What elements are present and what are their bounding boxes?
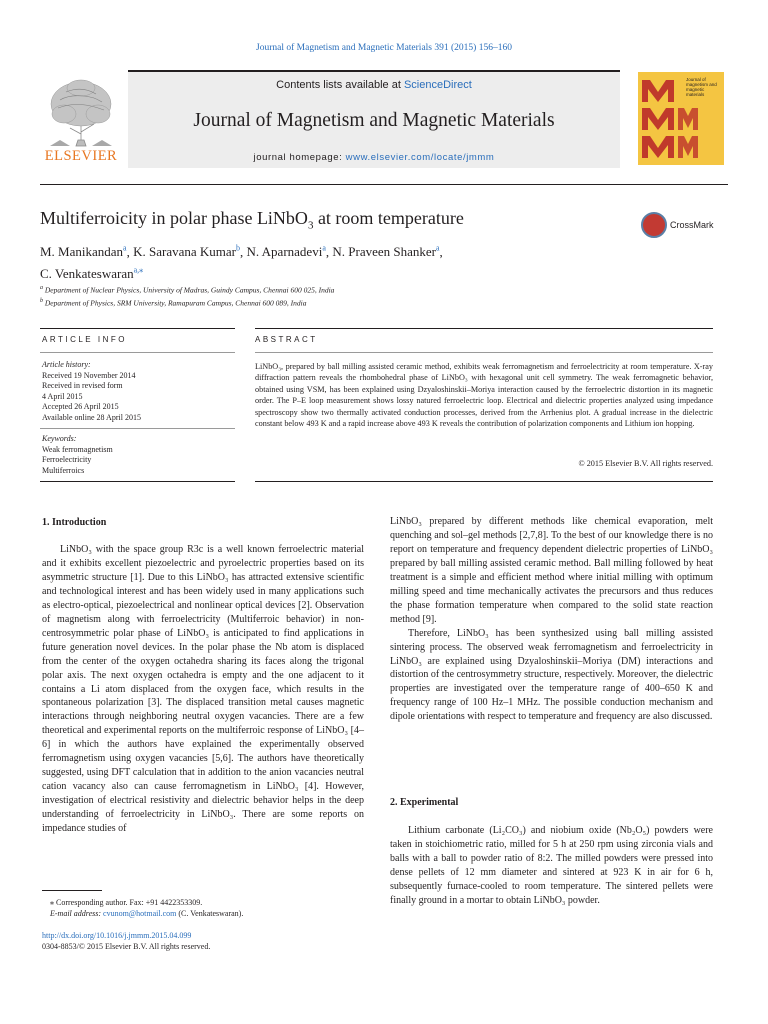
keywords-label: Keywords:	[42, 434, 77, 443]
introduction-heading: 1. Introduction	[42, 517, 107, 528]
abstract-sub-rule	[255, 352, 713, 353]
crossmark-icon	[641, 212, 667, 238]
journal-header-box	[128, 70, 620, 168]
introduction-column	[42, 543, 364, 836]
abstract-copyright: © 2015 Elsevier B.V. All rights reserved.	[578, 459, 713, 468]
history-line: Received in revised form	[42, 381, 123, 390]
journal-masthead	[40, 70, 728, 166]
author[interactable]: N. Praveen Shanker$^a$	[332, 244, 440, 260]
homepage-prefix: journal homepage:	[253, 152, 346, 163]
title-subscript: 3	[307, 219, 314, 232]
email-line: E-mail address: cvunom@hotmail.com (C. Venkateswaran).	[50, 908, 244, 918]
journal-homepage	[128, 152, 620, 163]
title-prefix: Multiferroicity in polar phase LiNbO	[40, 208, 308, 228]
history-line: Accepted 26 April 2015	[42, 402, 119, 411]
body-paragraph: Therefore, LiNbO₃ has been synthesized using ball milling assisted sintering process. The observed weak ferromagnetism and ferroelectricity in LiNbO₃ are explained using Dzyaloshinskii–Moriya (DM) interactions and distortion of the centrosymmetry structure, respectively. Moreover, the dielectric properties are investigated over the temperature range of 400–650 K and frequency range of 100 Hz–1 MHz. The possible conduction mechanism and dipole orientations with respect to temperature and frequency are also discussed.	[390, 627, 713, 723]
author-affiliation-mark[interactable]: a	[435, 244, 440, 253]
doi-link[interactable]: http://dx.doi.org/10.1016/j.jmmm.2015.04.099	[42, 931, 192, 940]
introduction-paragraph: LiNbO₃ with the space group R3c is a well known ferroelectric material and it exhibits excellent piezoelectric and pyroelectric properties based on its asymmetric structure [1]. Due to this LiNbO₃ has attracted extensive scientific and technological interest and has been widely used in many applications such as electro-optical, piezoelectrical and nonlinear optical devices [2]. Observation of magnetism along with ferroelectricity (Multiferroic behavior) in non-centrosymmetric polar phase of LiNbO₃ is anticipated to find applications in future generation novel devices. In the polar phase the Nb atom is displaced from the center of the oxygen octahedra sharing its faces along the trigonal polar axis. The next oxygen octahedra is empty and the one adjacent to it contains a Li atom displaced from the oxygen face, which results in the spontaneous polarization [3]. The displaced transition metal causes magnetic interactions through neighboring neutral oxygen vacancies. There are a few theoretical and experimental reports on the multiferroic response of LiNbO₃ [4–6] in which the authors have explained the experimentally observed ferromagnetism using oxygen vacancies [5,6]. The authors have theoretically suggested, using DFT calculation that in addition to the anion vacancies neutral cation vacancy also can cause ferromagnetism in LiNbO₃ [4]. However, investigation of electrical resistivity and dielectric behavior helps in the deep understanding of ferroelectricity in LiNbO₃. There are some reports on impedance studies of	[42, 544, 364, 835]
introduction-continued	[390, 515, 713, 724]
author[interactable]: M. Manikandan$^a$	[40, 244, 127, 260]
journal-title: Journal of Magnetism and Magnetic Materials	[193, 110, 555, 131]
keyword: Weak ferromagnetism	[42, 444, 113, 454]
homepage-link[interactable]: www.elsevier.com/locate/jmmm	[345, 152, 495, 163]
affiliation-b: $^b$ Department of Physics, SRM University, Ramapuram Campus, Chennai 600 089, India	[40, 298, 307, 308]
article-info-heading: ARTICLE INFO	[42, 335, 127, 344]
author-affiliation-mark[interactable]: b	[236, 244, 240, 253]
author-list: M. Manikandan$^a$, K. Saravana Kumar$^b$, N. Aparnadevi$^a$, N. Praveen Shanker$^a$, C. Venkateswaran$^{a,⁎}$	[40, 244, 443, 281]
title-suffix: at room temperature	[313, 208, 464, 228]
publisher-name: ELSEVIER	[44, 148, 118, 164]
history-line: Available online 28 April 2015	[42, 412, 141, 422]
article-title	[40, 208, 464, 232]
article-info-top-rule	[40, 328, 235, 329]
abstract-bottom-rule	[255, 481, 713, 482]
history-label: Article history:	[42, 360, 91, 369]
footnote-divider	[42, 890, 102, 891]
abstract-text: LiNbO₃, prepared by ball milling assisted ceramic method, exhibits weak ferromagnetism and ferroelectricity at room temperature. X-ray diffraction pattern reveals the rhombohedral phase of LiNbO₃ with hexagonal unit cell symmetry. The weak ferromagnetic behavior, obtained using VSM, has been explained using Dzyaloshinskii–Moriya interaction caused by the ferroelectric distortion in its magnetic order. The P–E loop measurement shows lossy natured ferroelectric loop. Electrical and dielectric properties analyzed using impedance spectroscopy show two thermally activated conduction processes, derived from the Arrhenius plot. A gradual increase in the dielectric constant below 493 K and a rapid increase above 493 K reveals the contribution of polarization components and Lithium ion hopping.	[255, 362, 713, 429]
affiliation-a: $^a$ Department of Nuclear Physics, University of Madras, Guindy Campus, Chennai 600 025, India	[40, 285, 335, 295]
corresponding-author-footnote	[50, 898, 370, 919]
author-affiliation-mark[interactable]: a	[123, 244, 127, 253]
cover-caption: Journal of magnetism and magnetic materials	[686, 77, 717, 97]
keyword: Multiferroics	[42, 465, 85, 475]
keywords-rule	[40, 428, 235, 429]
keywords	[42, 434, 242, 476]
history-line: Received 19 November 2014	[42, 370, 136, 380]
sciencedirect-link[interactable]: ScienceDirect	[403, 79, 472, 91]
article-identifiers	[42, 931, 372, 952]
body-paragraph: LiNbO₃ prepared by different methods like chemical evaporation, melt quenching and sol–gel methods [2,7,8]. To the best of our knowledge there is no report on temperature and frequency dependent dielectric properties of LiNbO₃ prepared by ball milling assisted ceramic method. Ball milling followed by heat treatment is a simple and efficient method where initial milling with optimum milling speed and time mechanically activates the precursors and thus reduces the phase formation temperature when compared to the solid state reaction method [9].	[390, 516, 713, 625]
journal-cover-thumbnail[interactable]	[638, 72, 724, 165]
journal-citation[interactable]: Journal of Magnetism and Magnetic Materials 391 (2015) 156–160	[256, 43, 512, 53]
title-divider	[40, 184, 728, 185]
author-affiliation-mark[interactable]: a	[322, 244, 326, 253]
article-info-sub-rule	[40, 352, 235, 353]
affiliations	[40, 283, 640, 309]
corresponding-line: ⁎ Corresponding author. Fax: +91 4422353309.	[50, 898, 203, 907]
contents-line	[128, 79, 620, 91]
article-history	[42, 360, 242, 423]
abstract-top-rule	[255, 328, 713, 329]
email-link[interactable]: cvunom@hotmail.com	[103, 908, 177, 918]
experimental-paragraph: Lithium carbonate (Li₂CO₃) and niobium oxide (Nb₂O₅) powders were taken in stoichiometric ratio, milled for 5 h at 250 rpm using zirconia vials and balls with a ball to powder ratio of 8:2. The milled powders were pressed into dense pellets of 12 mm diameter and sintered at 923 K in air for 6 h, subsequently furnace-cooled to room temperature. The sintered pellets were finally ground in a mortar to obtain LiNbO₃ powder.	[390, 825, 713, 906]
crossmark-label: CrossMark	[670, 220, 714, 230]
author[interactable]: C. Venkateswaran$^{a,⁎}$	[40, 265, 144, 281]
info-bottom-rule	[40, 481, 235, 482]
crossmark-badge[interactable]	[641, 212, 731, 242]
author[interactable]: N. Aparnadevi$^a$	[246, 244, 326, 260]
experimental-heading: 2. Experimental	[390, 797, 459, 808]
contents-prefix: Contents lists available at	[276, 79, 404, 91]
keyword: Ferroelectricity	[42, 455, 92, 464]
issn-line: 0304-8853/© 2015 Elsevier B.V. All rights reserved.	[42, 941, 211, 951]
experimental-column	[390, 824, 713, 908]
author-affiliation-mark[interactable]: a,⁎	[133, 265, 144, 275]
history-line: 4 April 2015	[42, 391, 83, 401]
author[interactable]: K. Saravana Kumar$^b$	[133, 244, 240, 260]
abstract-heading: ABSTRACT	[255, 335, 318, 344]
